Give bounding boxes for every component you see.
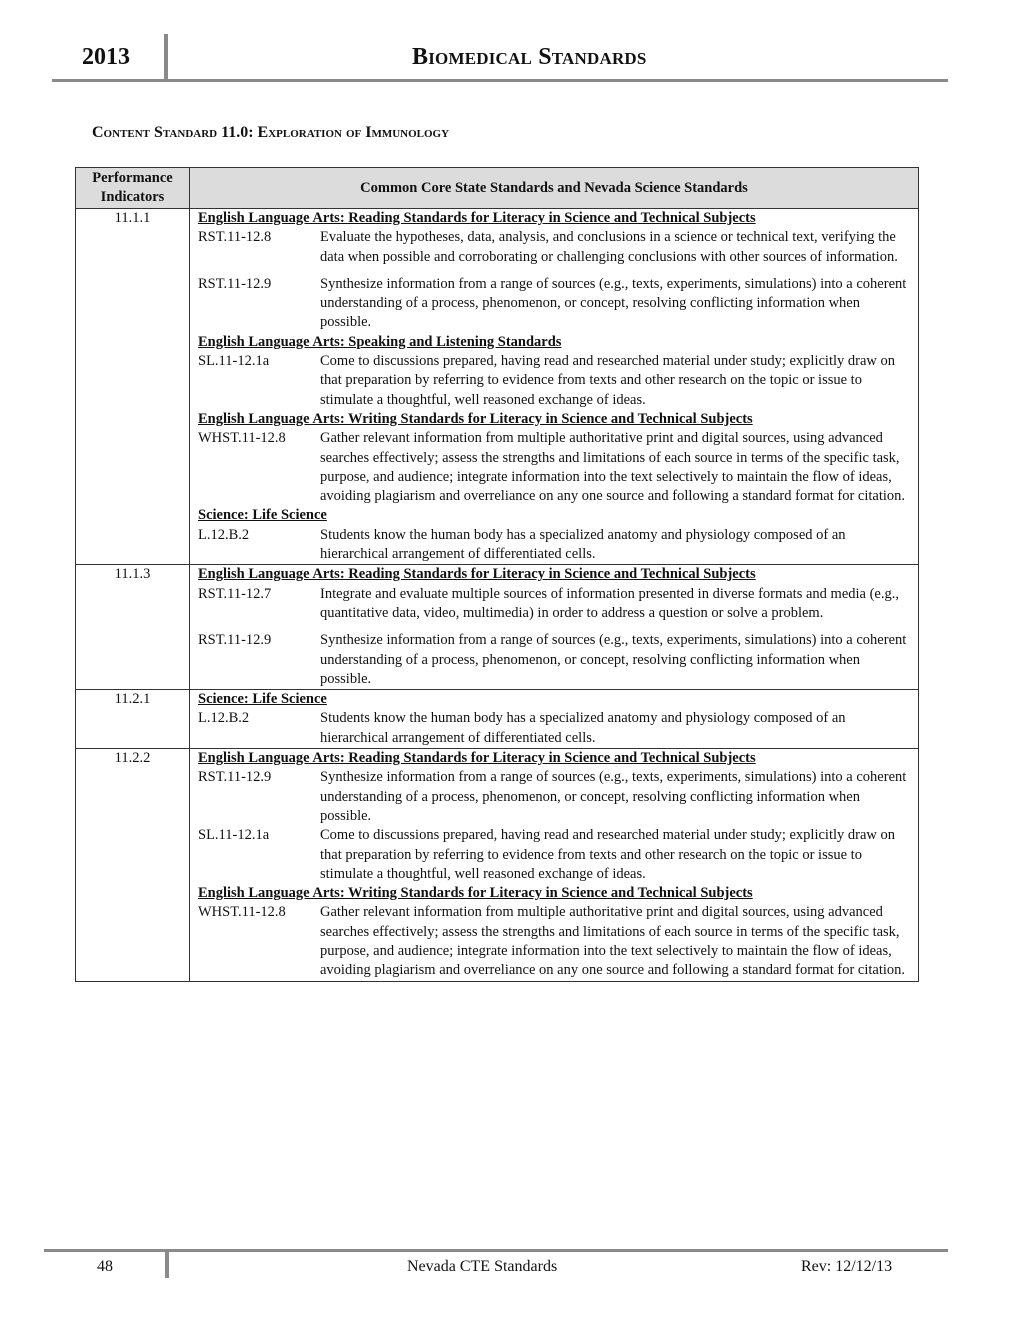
standard-code: WHST.11-12.8 xyxy=(198,430,286,447)
standard-code: SL.11-12.1a xyxy=(198,827,270,844)
standard-code: RST.11-12.7 xyxy=(198,585,272,602)
standard-code: SL.11-12.1a xyxy=(198,353,270,370)
standard-category: English Language Arts: Reading Standards for Literacy in Science and Technical Subjects xyxy=(198,210,756,226)
standard-category: English Language Arts: Writing Standards for Literacy in Science and Technical Subjects xyxy=(198,410,753,427)
performance-indicator: 11.1.3 xyxy=(76,565,190,690)
standard-description: Evaluate the hypotheses, data, analysis, and conclusions in a science or technical text, verifying the data when possible and corroborating or challenging conclusions with other sources of information. xyxy=(320,229,898,265)
standard-item xyxy=(198,826,910,884)
standard-description: Synthesize information from a range of sources (e.g., texts, experiments, simulations) into a coherent understanding of a process, phenomenon, or concept, resolving conflicting information when possible. xyxy=(320,769,907,824)
standard-code: WHST.11-12.8 xyxy=(198,904,286,921)
performance-indicator: 11.2.1 xyxy=(76,690,190,749)
standard-code: RST.11-12.9 xyxy=(198,632,272,649)
standard-category: English Language Arts: Reading Standards for Literacy in Science and Technical Subjects xyxy=(198,750,756,767)
page-header xyxy=(52,30,948,82)
column-header-performance: Performance Indicators xyxy=(76,168,190,209)
standards-cell xyxy=(190,565,919,690)
standards-table xyxy=(75,167,919,982)
standard-description: Synthesize information from a range of sources (e.g., texts, experiments, simulations) into a coherent understanding of a process, phenomenon, or concept, resolving conflicting information when possible. xyxy=(320,275,907,331)
standard-item xyxy=(198,275,910,333)
standard-category: English Language Arts: Reading Standards for Literacy in Science and Technical Subjects xyxy=(198,566,756,583)
standard-description: Gather relevant information from multiple authoritative print and digital sources, using advanced searches effectively; assess the strengths and limitations of each source in terms of the specific task, purpose, and audience; integrate information into the text selectively to maintain the flow of ideas, avoiding plagiarism and overreliance on any one source and following a standard format for citation. xyxy=(320,904,906,979)
standard-code: L.12.B.2 xyxy=(198,526,250,543)
performance-indicator: 11.2.2 xyxy=(76,749,190,982)
standard-description: Integrate and evaluate multiple sources of information presented in diverse formats and media (e.g., quantitative data, video, multimedia) in order to address a question or solve a problem. xyxy=(320,585,899,621)
standard-description: Students know the human body has a specialized anatomy and physiology composed of an hierarchical arrangement of differentiated cells. xyxy=(320,526,846,563)
table-header-row xyxy=(76,168,919,209)
standard-item xyxy=(198,585,910,624)
standard-item xyxy=(198,903,910,980)
standard-code: RST.11-12.8 xyxy=(198,229,272,246)
footer-document-name: Nevada CTE Standards xyxy=(407,1258,558,1275)
footer-rule xyxy=(44,1249,948,1252)
table-body xyxy=(76,209,919,982)
standard-description: Students know the human body has a specialized anatomy and physiology composed of an hierarchical arrangement of differentiated cells. xyxy=(320,710,846,746)
standard-category: English Language Arts: Speaking and Listening Standards xyxy=(198,333,562,350)
standard-item xyxy=(198,631,910,689)
footer-page-number: 48 xyxy=(97,1258,113,1275)
standard-item xyxy=(198,429,910,506)
standard-item xyxy=(198,228,910,267)
footer-divider xyxy=(165,1252,169,1278)
standards-cell xyxy=(190,690,919,749)
standard-category: Science: Life Science xyxy=(198,507,327,524)
standard-category: Science: Life Science xyxy=(198,691,327,708)
table-row xyxy=(76,209,919,565)
table-row xyxy=(76,565,919,690)
standard-description: Synthesize information from a range of sources (e.g., texts, experiments, simulations) into a coherent understanding of a process, phenomenon, or concept, resolving conflicting information when possible. xyxy=(320,632,907,687)
header-year: 2013 xyxy=(82,44,130,70)
table-row xyxy=(76,690,919,749)
standard-code: RST.11-12.9 xyxy=(198,275,272,292)
performance-indicator: 11.1.1 xyxy=(76,209,190,565)
standard-description: Gather relevant information from multiple authoritative print and digital sources, using advanced searches effectively; assess the strengths and limitations of each source in terms of the specific task, purpose, and audience; integrate information into the text selectively to maintain the flow of ideas, avoiding plagiarism and overreliance on any one source and following a standard format for citation. xyxy=(320,430,906,505)
header-divider xyxy=(164,34,168,80)
standard-description: Come to discussions prepared, having read and researched material under study; explicitly draw on that preparation by referring to evidence from texts and other research on the topic or issue to stimulate a thoughtful, well reasoned exchange of ideas. xyxy=(320,353,895,408)
standard-item xyxy=(198,352,910,410)
footer-revision: Rev: 12/12/13 xyxy=(801,1258,893,1275)
section-title: Content Standard 11.0: Exploration of Immunology xyxy=(92,124,450,141)
header-rule xyxy=(52,79,948,82)
standard-code: RST.11-12.9 xyxy=(198,769,272,786)
standards-cell xyxy=(190,209,919,565)
standards-cell xyxy=(190,749,919,982)
header-title: Biomedical Standards xyxy=(412,44,647,70)
standard-item xyxy=(198,709,910,748)
standard-code: L.12.B.2 xyxy=(198,710,250,727)
standard-description: Come to discussions prepared, having read and researched material under study; explicitly draw on that preparation by referring to evidence from texts and other research on the topic or issue to stimulate a thoughtful, well reasoned exchange of ideas. xyxy=(320,827,895,882)
standard-item xyxy=(198,768,910,826)
standard-item xyxy=(198,526,910,565)
standard-category: English Language Arts: Writing Standards for Literacy in Science and Technical Subjects xyxy=(198,885,753,902)
column-header-standards: Common Core State Standards and Nevada Science Standards xyxy=(190,168,919,209)
table-row xyxy=(76,749,919,982)
